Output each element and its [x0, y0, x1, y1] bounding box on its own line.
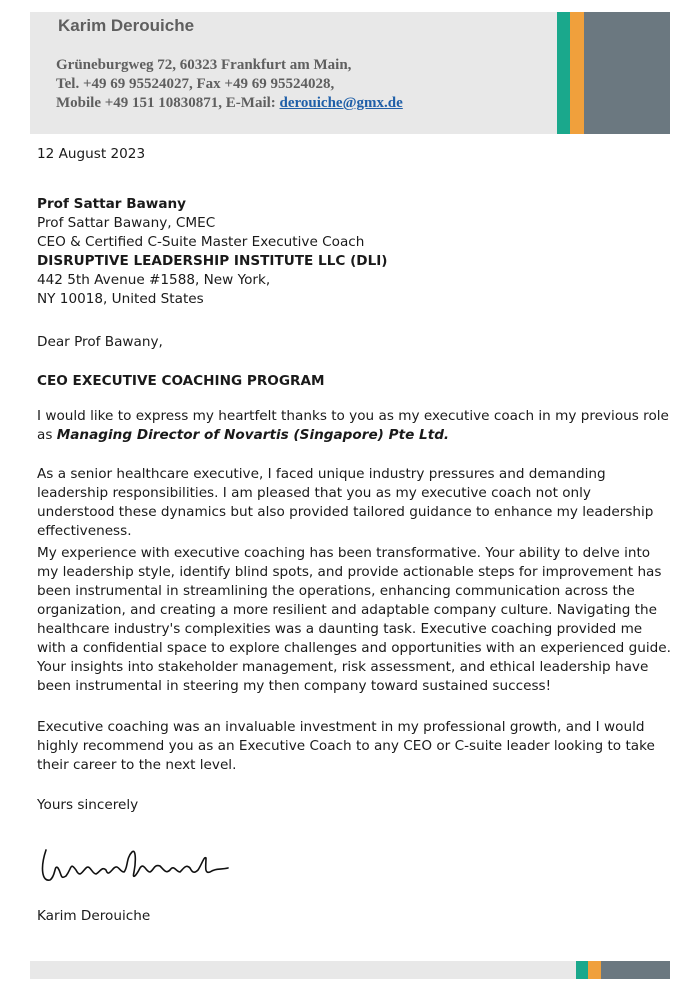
- recipient-title: CEO & Certified C-Suite Master Executive Coach: [37, 234, 365, 250]
- recipient-block: [37, 195, 672, 309]
- gray-stripe: [584, 12, 670, 134]
- footer-orange-stripe: [588, 961, 601, 979]
- signature-name: Karim Derouiche: [37, 908, 151, 924]
- closing: Yours sincerely: [37, 797, 139, 813]
- handwritten-signature: [36, 828, 236, 898]
- previous-role: Managing Director of Novartis (Singapore) Pte Ltd.: [56, 427, 450, 443]
- paragraph-1-text: I would like to express my heartfelt thanks to you as my executive coach in my previous role as: [37, 408, 669, 443]
- email-link[interactable]: derouiche@gmx.de: [279, 95, 403, 111]
- address-line-3: [56, 94, 536, 113]
- letterhead: [30, 12, 670, 134]
- footer-gray-stripe: [601, 961, 670, 979]
- sender-address: [56, 56, 536, 113]
- recipient-name: Prof Sattar Bawany: [37, 196, 187, 212]
- paragraph-2: As a senior healthcare executive, I faced unique industry pressures and demanding leadership responsibilities. I am pleased that you as my executive coach not only understood these dynamics but also provided tailored guidance to enhance my leadership effectiveness.: [37, 466, 654, 539]
- salutation: Dear Prof Bawany,: [37, 334, 163, 350]
- address-line-2: Tel. +49 69 95524027, Fax +49 69 95524028,: [56, 76, 335, 92]
- footer-bar: [30, 961, 670, 979]
- orange-stripe: [570, 12, 584, 134]
- green-stripe: [557, 12, 570, 134]
- sender-name: Karim Derouiche: [58, 16, 195, 35]
- recipient-line-2: Prof Sattar Bawany, CMEC: [37, 215, 216, 231]
- footer-green-stripe: [576, 961, 588, 979]
- paragraph-1: [37, 407, 672, 445]
- paragraph-4: Executive coaching was an invaluable investment in my professional growth, and I would highly recommend you as an Executive Coach to any CEO or C-suite leader looking to take their career to the next level.: [37, 719, 655, 773]
- recipient-address-1: 442 5th Avenue #1588, New York,: [37, 272, 271, 288]
- address-line-1: Grüneburgweg 72, 60323 Frankfurt am Main,: [56, 57, 352, 73]
- paragraph-3: My experience with executive coaching has been transformative. Your ability to delve into my leadership style, identify blind spots, and provide actionable steps for improvement has been instrumental in streamlining the operations, enhancing communication across the organization, and creating a more resilient and adaptable company culture. Navigating the healthcare industry's complexities was a daunting task. Executive coaching provided me with a confidential space to explore challenges and opportunities with an experienced guide. Your insights into stakeholder management, risk assessment, and ethical leadership have been instrumental in steering my then company toward sustained success!: [37, 545, 671, 694]
- letter-date: 12 August 2023: [37, 146, 146, 162]
- mobile-text: Mobile +49 151 10830871, E-Mail:: [56, 95, 280, 111]
- subject-line: CEO EXECUTIVE COACHING PROGRAM: [37, 373, 325, 389]
- recipient-address-2: NY 10018, United States: [37, 291, 204, 307]
- recipient-organization: DISRUPTIVE LEADERSHIP INSTITUTE LLC (DLI): [37, 253, 388, 269]
